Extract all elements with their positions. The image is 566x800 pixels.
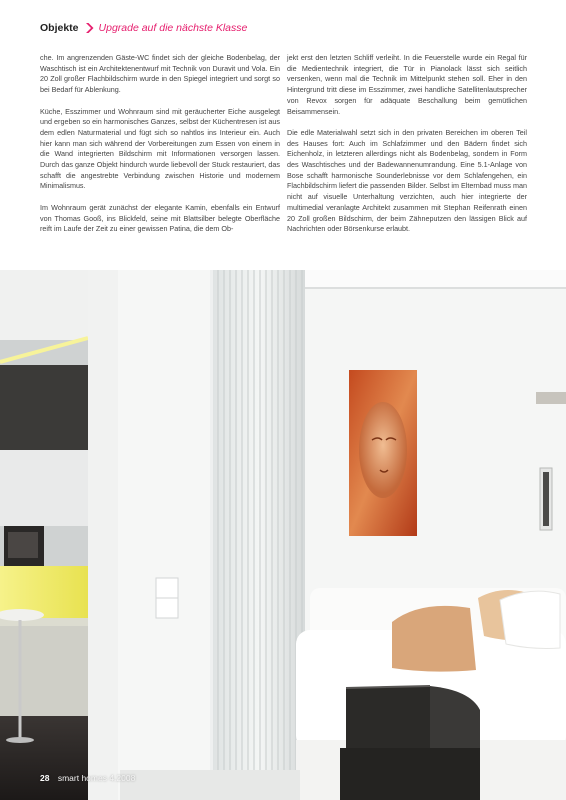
paragraph: Die edle Materialwahl setzt sich in den privaten Bereichen im oberen Teil des Hauses fort: Auch im Schlafzimmer und den Bädern findet sich Eichenholz, in letzteren allerdings nicht als Bodenbelag, sondern in Form des Waschtisches und der Badewannenumrandung. Eine 5.1-Anlage von Bose schafft harmonische Sounderlebnisse vor dem Schlafengehen, ein Flachbildschirm liefert die passenden Bilder. Selbst im Elternbad muss man nicht auf visuelle Unterhaltung verzichten, auch hier integrierte der multimedial veranlagte Architekt zusammen mit Stephan Reifenrath einen 20 Zoll großen Bildschirm, der beim Zähneputzen den lässigen Blick auf Nachrichten oder Börsenkurse erlaubt. — [287, 127, 527, 234]
page-footer — [40, 773, 135, 783]
paragraph: che. Im angrenzenden Gäste-WC findet sich der gleiche Bodenbelag, der Waschtisch ist ein Architektenentwurf mit Technik von Duravit und Vola. Ein 20 Zoll großer Flachbildschirm wurde in den Spiegel integriert und sorgt so bei Bedarf für Ablenkung. — [40, 53, 280, 95]
interior-photo — [0, 270, 566, 800]
text-column-left — [40, 53, 280, 246]
paragraph: jekt erst den letzten Schliff verleiht. In die Feuerstelle wurde ein Regal für die Medientechnik integriert, die Tür in Pianolack lässt sich seitlich versenken, wenn mal die Technik im Mittelpunkt stehen soll. Eher in den Hintergrund tritt diese im Esszimmer, zwei handliche Satellitenlautsprecher von Revox sorgen für adäquate Beschallung beim gemütlichen Beisammensein. — [287, 53, 527, 116]
text-column-right — [287, 53, 527, 246]
page-header — [40, 22, 247, 34]
chevron-right-icon — [84, 23, 94, 33]
paragraph: Im Wohnraum gerät zunächst der elegante Kamin, ebenfalls ein Entwurf von Thomas Gooß, ins Blickfeld, seine mit Blattsilber belegte Oberfläche reift im Laufe der Zeit zu einer gewissen Patina, die dem Ob- — [40, 202, 280, 234]
paragraph: Küche, Esszimmer und Wohnraum sind mit geräucherter Eiche ausgelegt und ergeben so ein harmonisches Ganzes, selbst der Küchentresen ist aus dem edlen Naturmaterial und fügt sich so nahtlos ins Interieur ein. Auch hier kann man sich während der Vorbereitungen zum Essen von einem in die Wand integrierten Bildschirm mit Informationen versorgen lassen. Durch das ganze Objekt hindurch wurde liebevoll der Stuck restauriert, das schafft die angestrebte Verbindung zwischen Historie und modernem Minimalismus. — [40, 106, 280, 191]
article-subtitle: Upgrade auf die nächste Klasse — [98, 22, 248, 34]
section-label: Objekte — [40, 22, 79, 34]
magazine-issue: smart homes 4.2008 — [57, 773, 136, 783]
page-number: 28 — [40, 773, 50, 783]
